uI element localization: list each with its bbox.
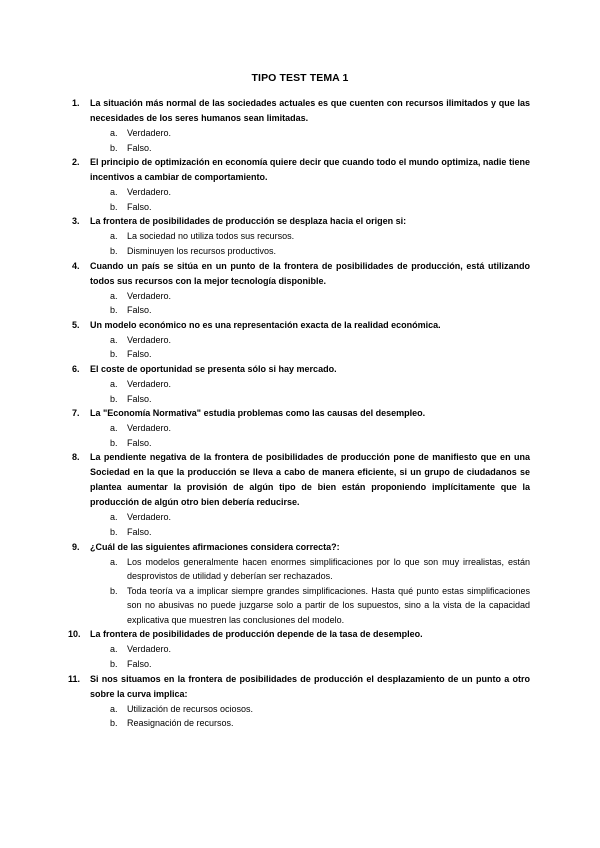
- question: [72, 318, 530, 333]
- option-letter: b.: [110, 585, 118, 596]
- question-number: 10.: [68, 629, 81, 640]
- option-letter: a.: [110, 512, 118, 523]
- option-text: Verdadero.: [127, 644, 172, 655]
- answer-option: [72, 716, 530, 731]
- option-text: Verdadero.: [127, 187, 172, 198]
- option-letter: b.: [110, 201, 118, 212]
- question: [68, 627, 530, 642]
- answer-options: [72, 421, 530, 450]
- answer-option: [72, 377, 530, 392]
- answer-option: [72, 555, 530, 584]
- option-text: Reasignación de recursos.: [127, 718, 234, 729]
- option-letter: a.: [110, 556, 118, 567]
- question-text: El coste de oportunidad se presenta sólo si hay mercado.: [90, 363, 337, 374]
- question-number: 11.: [68, 673, 81, 684]
- option-letter: a.: [110, 187, 118, 198]
- question-text: La situación más normal de las sociedades actuales es que cuenten con recursos ilimitados y que las necesidades de los seres humanos sean limitadas.: [90, 98, 530, 123]
- answer-options: [72, 289, 530, 318]
- answer-option: [72, 289, 530, 304]
- option-text: Falso.: [127, 201, 152, 212]
- question: [72, 96, 530, 126]
- option-letter: b.: [110, 305, 118, 316]
- option-letter: b.: [110, 718, 118, 729]
- question-text: Si nos situamos en la frontera de posibilidades de producción el desplazamiento de un punto a otro sobre la curva implica:: [90, 673, 530, 699]
- answer-options: [72, 702, 530, 731]
- option-letter: a.: [110, 703, 118, 714]
- answer-options: [72, 229, 530, 258]
- question: [72, 214, 530, 229]
- question-number: 3.: [72, 216, 80, 227]
- question: [72, 540, 530, 555]
- option-letter: a.: [110, 378, 118, 389]
- option-letter: a.: [110, 334, 118, 345]
- answer-option: [72, 525, 530, 540]
- option-text: Falso.: [127, 659, 152, 670]
- page-title: TIPO TEST TEMA 1: [251, 72, 349, 84]
- question-text: Un modelo económico no es una representación exacta de la realidad económica.: [90, 319, 441, 330]
- option-text: Disminuyen los recursos productivos.: [127, 245, 277, 256]
- answer-option: [72, 303, 530, 318]
- question-number: 7.: [72, 408, 80, 419]
- option-text: Los modelos generalmente hacen enormes simplificaciones por lo que son muy irrealistas, están desprovistos de utilidad y deberían ser rechazados.: [127, 556, 530, 582]
- answer-option: [72, 126, 530, 141]
- option-letter: a.: [110, 423, 118, 434]
- option-text: Falso.: [127, 393, 152, 404]
- question: [68, 672, 530, 702]
- option-text: Falso.: [127, 142, 152, 153]
- answer-options: [72, 642, 530, 671]
- question-number: 9.: [72, 541, 80, 552]
- option-letter: a.: [110, 644, 118, 655]
- question: [72, 450, 530, 510]
- option-letter: b.: [110, 393, 118, 404]
- option-letter: b.: [110, 526, 118, 537]
- option-letter: b.: [110, 142, 118, 153]
- option-text: Verdadero.: [127, 378, 172, 389]
- option-text: Verdadero.: [127, 334, 172, 345]
- answer-option: [72, 229, 530, 244]
- option-letter: b.: [110, 349, 118, 360]
- question-text: ¿Cuál de las siguientes afirmaciones considera correcta?:: [90, 541, 340, 552]
- option-text: Verdadero.: [127, 512, 172, 523]
- question: [72, 406, 530, 421]
- answer-option: [72, 436, 530, 451]
- answer-option: [72, 584, 530, 628]
- answer-options: [72, 377, 530, 406]
- option-text: Falso.: [127, 437, 152, 448]
- option-letter: b.: [110, 245, 118, 256]
- answer-option: [72, 141, 530, 156]
- option-text: Toda teoría va a implicar siempre grandes simplificaciones. Hasta qué punto estas simplificaciones son no abusivas no puede juzgarse solo a partir de los supuestos, sino a la vista de la capacidad explicativa que muestren las conclusiones del modelo.: [127, 585, 530, 625]
- answer-option: [72, 510, 530, 525]
- question-number: 4.: [72, 260, 80, 271]
- answer-options: [72, 510, 530, 539]
- answer-option: [72, 657, 530, 672]
- question-number: 2.: [72, 157, 80, 168]
- answer-option: [72, 642, 530, 657]
- option-text: Utilización de recursos ociosos.: [127, 703, 254, 714]
- question-number: 6.: [72, 363, 80, 374]
- answer-option: [72, 185, 530, 200]
- option-text: La sociedad no utiliza todos sus recursos.: [127, 231, 295, 242]
- option-letter: b.: [110, 437, 118, 448]
- answer-option: [72, 702, 530, 717]
- option-text: Falso.: [127, 526, 152, 537]
- answer-option: [72, 347, 530, 362]
- question: [72, 155, 530, 185]
- question-number: 1.: [72, 98, 80, 108]
- answer-option: [72, 200, 530, 215]
- answer-options: [72, 126, 530, 155]
- option-letter: a.: [110, 231, 118, 242]
- question-number: 5.: [72, 319, 80, 330]
- question-text: El principio de optimización en economía quiere decir que cuando todo el mundo optimiza, nadie tiene incentivos a cambiar de comportamiento.: [90, 157, 530, 183]
- question: [72, 362, 530, 377]
- option-text: Verdadero.: [127, 128, 172, 138]
- answer-options: [72, 185, 530, 214]
- answer-option: [72, 244, 530, 259]
- answer-option: [72, 421, 530, 436]
- option-letter: b.: [110, 659, 118, 670]
- option-letter: a.: [110, 290, 118, 301]
- question-list: [68, 96, 530, 731]
- answer-options: [72, 333, 530, 362]
- option-text: Verdadero.: [127, 290, 172, 301]
- answer-options: [72, 555, 530, 628]
- question-text: La frontera de posibilidades de producción depende de la tasa de desempleo.: [90, 629, 423, 640]
- question-text: Cuando un país se sitúa en un punto de la frontera de posibilidades de producción, está utilizando todos sus recursos con la mejor tecnología disponible.: [90, 260, 530, 286]
- option-text: Verdadero.: [127, 423, 172, 434]
- option-letter: a.: [110, 128, 118, 138]
- question-number: 8.: [72, 452, 80, 463]
- question-text: La frontera de posibilidades de producción se desplaza hacia el origen si:: [90, 216, 407, 227]
- option-text: Falso.: [127, 349, 152, 360]
- question-text: La "Economía Normativa" estudia problemas como las causas del desempleo.: [90, 408, 426, 419]
- option-text: Falso.: [127, 305, 152, 316]
- answer-option: [72, 392, 530, 407]
- question: [72, 259, 530, 289]
- answer-option: [72, 333, 530, 348]
- question-text: La pendiente negativa de la frontera de posibilidades de producción pone de manifiesto que en una Sociedad en la que la producción se lleva a cabo de manera eficiente, si un grupo de ciudadanos se plantea aumentar la provisión de algún tipo de bien están proponiendo implícitamente que la producción de algún otro bien debería reducirse.: [90, 452, 530, 508]
